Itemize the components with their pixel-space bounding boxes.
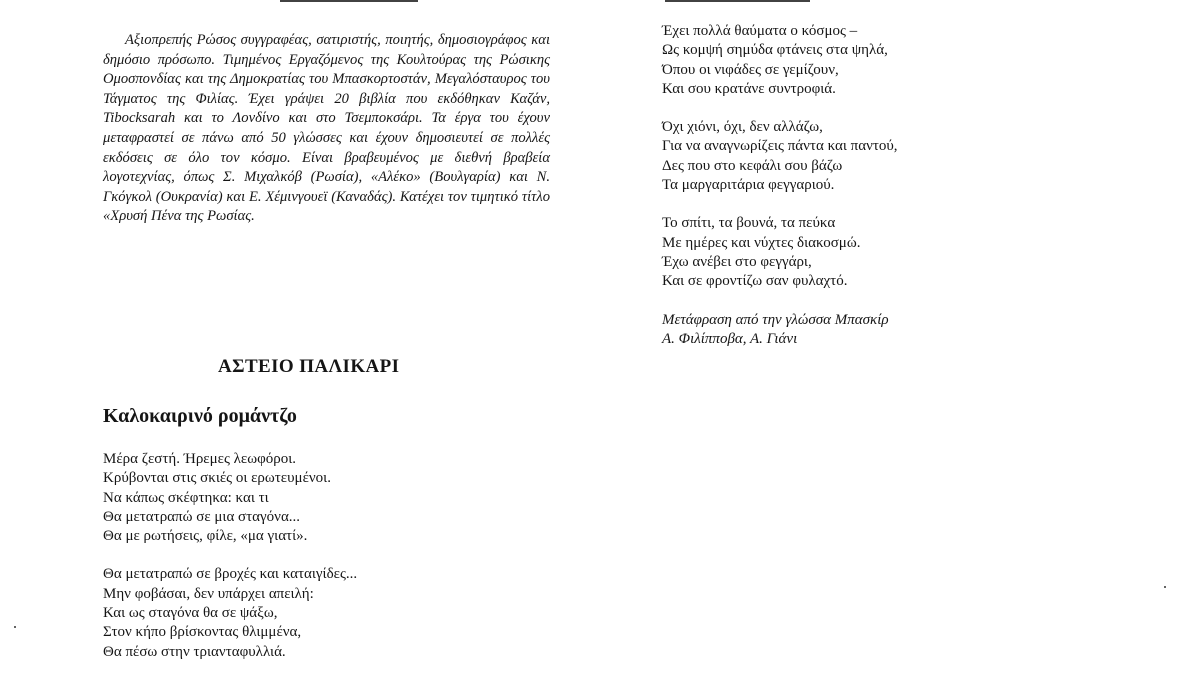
poem-line: Μην φοβάσαι, δεν υπάρχει απειλή: [103, 585, 314, 602]
scan-speck [14, 626, 16, 628]
poem-line: Θα μετατραπώ σε μια σταγόνα... [103, 508, 301, 525]
cropped-heading-left [280, 0, 418, 8]
poem-line: Και ως σταγόνα θα σε ψάξω, [103, 605, 278, 622]
poem-line: Να κάπως σκέφτηκα: και τι [103, 489, 269, 506]
translator-names: Α. Φιλίπποβα, Α. Γιάνι [662, 330, 798, 347]
left-poem-stanza-1 [103, 450, 463, 546]
poem-line: Το σπίτι, τα βουνά, τα πεύκα [662, 215, 836, 232]
author-biography [103, 31, 550, 227]
poem-line: Κρύβονται στις σκιές οι ερωτευμένοι. [103, 470, 331, 487]
poem-line: Θα μετατραπώ σε βροχές και καταιγίδες... [103, 566, 358, 583]
translation-line: Μετάφραση από την γλώσσα Μπασκίρ [662, 311, 889, 328]
right-poem-stanza-2 [662, 118, 982, 195]
left-poem-stanza-2 [103, 565, 463, 661]
translation-credit [662, 311, 982, 350]
biography-text: Αξιοπρεπής Ρώσος συγγραφέας, σατιριστής, ποιητής, δημοσιογράφος και δημόσιο πρόσωπο. Τιμημένος Εργαζόμενος της Κουλτούρας της Ρώσικης Ομοσπονδίας και της Δημοκρατίας του Μπασκορτοστάν, Μεγαλόσταυρος του Τάγματος της Φιλίας. Έχει γράψει 20 βιβλία που εκδόθηκαν Καζάν, Tibocksarah και το Λονδίνο και στο Τσεμποκσάρι. Τα έργα του έχουν μεταφραστεί σε πάνω από 50 γλώσσες και έχουν δημοσιευτεί σε πολλές εκδόσεις σε όλο τον κόσμο. Είναι βραβευμένος με διεθνή βραβεία λογοτεχνίας, όπως Σ. Μιχαλκόβ (Ρωσία), «Αλέκο» (Βουλγαρία) και Ν. Γκόγκολ (Ουκρανία) και Ε. Χέμινγουεϊ (Καναδάς). Κατέχει τον τιμητικό τίτλο «Χρυσή Πένα της Ρωσίας. [103, 32, 550, 225]
poem-line: Με ημέρες και νύχτες διακοσμώ. [662, 234, 861, 251]
poem-line: Και σου κρατάνε συντροφιά. [662, 80, 836, 97]
poem-line: Όχι χιόνι, όχι, δεν αλλάζω, [662, 119, 823, 136]
right-poem-stanza-1 [662, 22, 982, 99]
left-poem [103, 450, 463, 681]
poem-line: Θα πέσω στην τριανταφυλλιά. [103, 643, 286, 660]
poem-line: Μέρα ζεστή. Ήρεμες λεωφόροι. [103, 451, 297, 467]
cropped-heading-right [665, 0, 810, 8]
poem-line: Ως κομψή σημύδα φτάνεις στα ψηλά, [662, 42, 888, 59]
right-poem [662, 22, 982, 349]
poem-line: Για να αναγνωρίζεις πάντα και παντού, [662, 138, 898, 155]
poem-line: Τα μαργαριτάρια φεγγαριού. [662, 177, 835, 194]
right-poem-stanza-3 [662, 214, 982, 291]
poem-line: Έχω ανέβει στο φεγγάρι, [662, 253, 812, 270]
poem-line: Και σε φροντίζω σαν φυλαχτό. [662, 273, 848, 290]
poem-line: Δες που στο κεφάλι σου βάζω [662, 157, 843, 174]
poem-line: Στον κήπο βρίσκοντας θλιμμένα, [103, 624, 302, 641]
author-heading: ΑΣΤΕΙΟ ΠΑΛΙΚΑΡΙ [218, 356, 400, 377]
scan-speck [1164, 586, 1166, 588]
poem-title: Καλοκαιρινό ρομάντζο [103, 405, 297, 427]
poem-line: Όπου οι νιφάδες σε γεμίζουν, [662, 61, 839, 78]
poem-line: Θα με ρωτήσεις, φίλε, «μα γιατί». [103, 528, 308, 545]
poem-line: Έχει πολλά θαύματα ο κόσμος – [662, 23, 858, 39]
